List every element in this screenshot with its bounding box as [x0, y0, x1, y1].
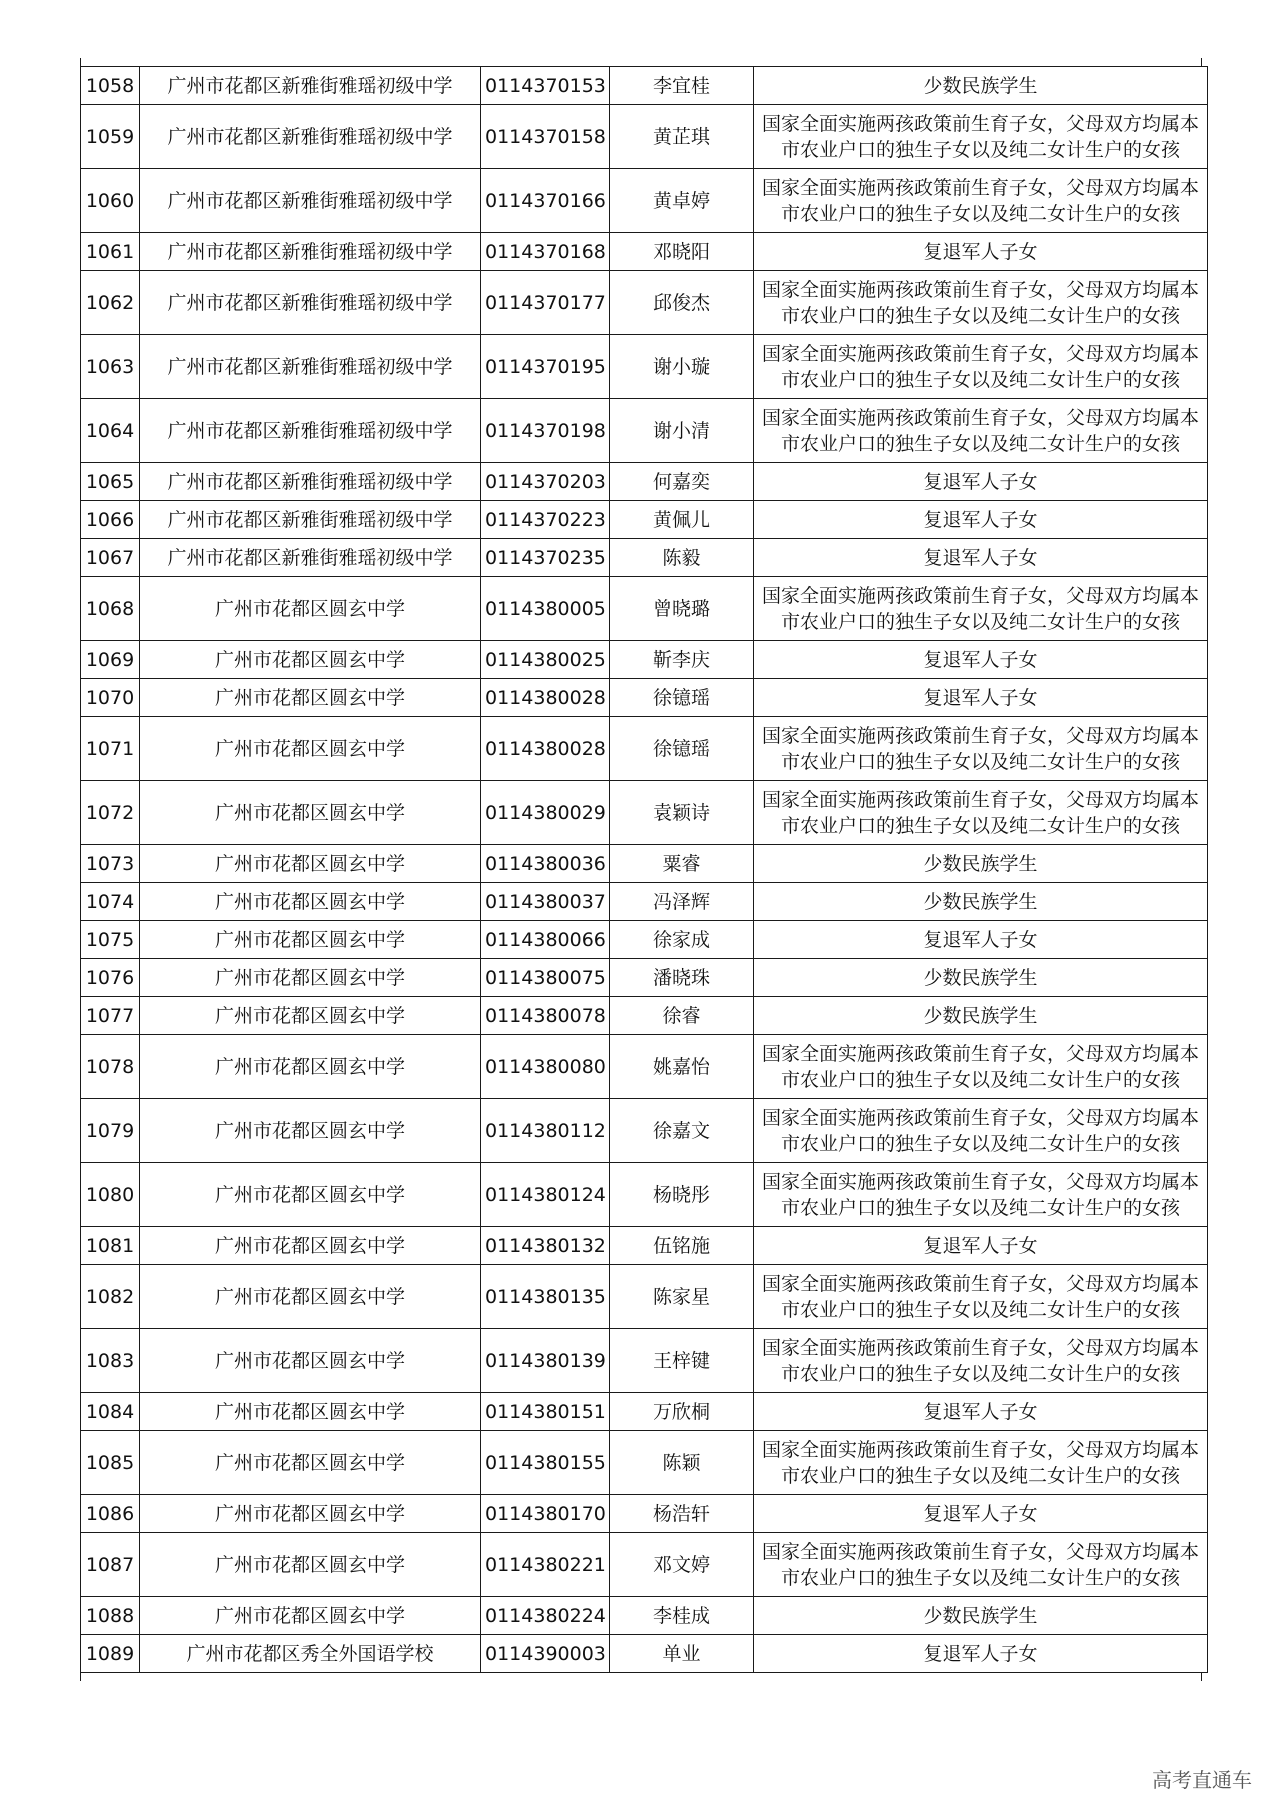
bonus-reason-cell: 国家全面实施两孩政策前生育子女，父母双方均属本市农业户口的独生子女以及纯二女计生户的女孩 — [754, 1035, 1208, 1099]
table-row — [81, 539, 1208, 577]
school-name-cell: 广州市花都区圆玄中学 — [140, 641, 481, 679]
bonus-reason-cell: 复退军人子女 — [754, 1227, 1208, 1265]
bonus-reason-cell: 国家全面实施两孩政策前生育子女，父母双方均属本市农业户口的独生子女以及纯二女计生户的女孩 — [754, 1533, 1208, 1597]
bonus-reason-cell: 复退军人子女 — [754, 1495, 1208, 1533]
bonus-reason-cell: 国家全面实施两孩政策前生育子女，父母双方均属本市农业户口的独生子女以及纯二女计生户的女孩 — [754, 399, 1208, 463]
table-row — [81, 1393, 1208, 1431]
student-name-cell: 粟睿 — [610, 845, 754, 883]
bonus-reason-cell: 复退军人子女 — [754, 539, 1208, 577]
table-row — [81, 717, 1208, 781]
student-id-cell: 0114380078 — [481, 997, 610, 1035]
student-name-cell: 单业 — [610, 1635, 754, 1673]
row-number-cell: 1075 — [81, 921, 140, 959]
school-name-cell: 广州市花都区圆玄中学 — [140, 1227, 481, 1265]
student-id-cell: 0114370153 — [481, 67, 610, 105]
school-name-cell: 广州市花都区新雅街雅瑶初级中学 — [140, 399, 481, 463]
row-number-cell: 1068 — [81, 577, 140, 641]
student-name-cell: 徐家成 — [610, 921, 754, 959]
student-name-cell: 姚嘉怡 — [610, 1035, 754, 1099]
bonus-reason-cell: 复退军人子女 — [754, 463, 1208, 501]
student-id-cell: 0114380028 — [481, 679, 610, 717]
table-bottom-border-continuation — [80, 1673, 1202, 1681]
row-number-cell: 1059 — [81, 105, 140, 169]
student-id-cell: 0114370223 — [481, 501, 610, 539]
table-row — [81, 463, 1208, 501]
student-id-cell: 0114380028 — [481, 717, 610, 781]
student-id-cell: 0114370195 — [481, 335, 610, 399]
student-name-cell: 伍铭施 — [610, 1227, 754, 1265]
table-row — [81, 641, 1208, 679]
table-row — [81, 1099, 1208, 1163]
row-number-cell: 1063 — [81, 335, 140, 399]
table-row — [81, 883, 1208, 921]
student-name-cell: 杨浩轩 — [610, 1495, 754, 1533]
school-name-cell: 广州市花都区圆玄中学 — [140, 1495, 481, 1533]
student-id-cell: 0114380155 — [481, 1431, 610, 1495]
row-number-cell: 1065 — [81, 463, 140, 501]
school-name-cell: 广州市花都区新雅街雅瑶初级中学 — [140, 539, 481, 577]
bonus-reason-cell: 少数民族学生 — [754, 997, 1208, 1035]
student-name-cell: 邓晓阳 — [610, 233, 754, 271]
table-row — [81, 1533, 1208, 1597]
table-row — [81, 959, 1208, 997]
table-row — [81, 781, 1208, 845]
school-name-cell: 广州市花都区秀全外国语学校 — [140, 1635, 481, 1673]
student-name-cell: 陈家星 — [610, 1265, 754, 1329]
bonus-reason-cell: 复退军人子女 — [754, 641, 1208, 679]
row-number-cell: 1069 — [81, 641, 140, 679]
school-name-cell: 广州市花都区圆玄中学 — [140, 679, 481, 717]
school-name-cell: 广州市花都区圆玄中学 — [140, 717, 481, 781]
table-row — [81, 399, 1208, 463]
table-row — [81, 1329, 1208, 1393]
student-id-cell: 0114380124 — [481, 1163, 610, 1227]
student-id-cell: 0114380066 — [481, 921, 610, 959]
school-name-cell: 广州市花都区新雅街雅瑶初级中学 — [140, 501, 481, 539]
table-row — [81, 105, 1208, 169]
student-id-cell: 0114380139 — [481, 1329, 610, 1393]
student-name-cell: 陈毅 — [610, 539, 754, 577]
row-number-cell: 1088 — [81, 1597, 140, 1635]
table-row — [81, 169, 1208, 233]
student-list-table — [80, 66, 1208, 1673]
table-row — [81, 845, 1208, 883]
student-id-cell: 0114380075 — [481, 959, 610, 997]
student-id-cell: 0114380112 — [481, 1099, 610, 1163]
bonus-reason-cell: 国家全面实施两孩政策前生育子女，父母双方均属本市农业户口的独生子女以及纯二女计生户的女孩 — [754, 577, 1208, 641]
school-name-cell: 广州市花都区圆玄中学 — [140, 1035, 481, 1099]
school-name-cell: 广州市花都区新雅街雅瑶初级中学 — [140, 463, 481, 501]
student-id-cell: 0114380224 — [481, 1597, 610, 1635]
school-name-cell: 广州市花都区圆玄中学 — [140, 1329, 481, 1393]
row-number-cell: 1058 — [81, 67, 140, 105]
row-number-cell: 1062 — [81, 271, 140, 335]
table-row — [81, 1495, 1208, 1533]
student-id-cell: 0114380221 — [481, 1533, 610, 1597]
row-number-cell: 1070 — [81, 679, 140, 717]
student-id-cell: 0114370166 — [481, 169, 610, 233]
bonus-reason-cell: 国家全面实施两孩政策前生育子女，父母双方均属本市农业户口的独生子女以及纯二女计生户的女孩 — [754, 1163, 1208, 1227]
row-number-cell: 1083 — [81, 1329, 140, 1393]
row-number-cell: 1086 — [81, 1495, 140, 1533]
student-id-cell: 0114380135 — [481, 1265, 610, 1329]
school-name-cell: 广州市花都区圆玄中学 — [140, 1431, 481, 1495]
row-number-cell: 1081 — [81, 1227, 140, 1265]
bonus-reason-cell: 少数民族学生 — [754, 1597, 1208, 1635]
student-id-cell: 0114380025 — [481, 641, 610, 679]
student-id-cell: 0114370203 — [481, 463, 610, 501]
student-name-cell: 黄佩儿 — [610, 501, 754, 539]
table-row — [81, 577, 1208, 641]
student-id-cell: 0114370168 — [481, 233, 610, 271]
row-number-cell: 1064 — [81, 399, 140, 463]
bonus-reason-cell: 国家全面实施两孩政策前生育子女，父母双方均属本市农业户口的独生子女以及纯二女计生户的女孩 — [754, 1329, 1208, 1393]
school-name-cell: 广州市花都区圆玄中学 — [140, 845, 481, 883]
bonus-reason-cell: 少数民族学生 — [754, 845, 1208, 883]
table-row — [81, 1227, 1208, 1265]
student-name-cell: 袁颖诗 — [610, 781, 754, 845]
student-name-cell: 李桂成 — [610, 1597, 754, 1635]
row-number-cell: 1079 — [81, 1099, 140, 1163]
row-number-cell: 1067 — [81, 539, 140, 577]
bonus-reason-cell: 国家全面实施两孩政策前生育子女，父母双方均属本市农业户口的独生子女以及纯二女计生户的女孩 — [754, 717, 1208, 781]
row-number-cell: 1061 — [81, 233, 140, 271]
student-name-cell: 谢小清 — [610, 399, 754, 463]
bonus-reason-cell: 国家全面实施两孩政策前生育子女，父母双方均属本市农业户口的独生子女以及纯二女计生户的女孩 — [754, 1099, 1208, 1163]
row-number-cell: 1085 — [81, 1431, 140, 1495]
school-name-cell: 广州市花都区新雅街雅瑶初级中学 — [140, 67, 481, 105]
table-row — [81, 271, 1208, 335]
school-name-cell: 广州市花都区新雅街雅瑶初级中学 — [140, 169, 481, 233]
row-number-cell: 1071 — [81, 717, 140, 781]
school-name-cell: 广州市花都区圆玄中学 — [140, 781, 481, 845]
row-number-cell: 1089 — [81, 1635, 140, 1673]
bonus-reason-cell: 少数民族学生 — [754, 67, 1208, 105]
student-name-cell: 徐镱瑶 — [610, 717, 754, 781]
bonus-reason-cell: 复退军人子女 — [754, 1635, 1208, 1673]
bonus-reason-cell: 国家全面实施两孩政策前生育子女，父母双方均属本市农业户口的独生子女以及纯二女计生户的女孩 — [754, 1265, 1208, 1329]
student-name-cell: 陈颖 — [610, 1431, 754, 1495]
row-number-cell: 1076 — [81, 959, 140, 997]
table-row — [81, 679, 1208, 717]
student-name-cell: 万欣桐 — [610, 1393, 754, 1431]
student-id-cell: 0114380170 — [481, 1495, 610, 1533]
student-id-cell: 0114380029 — [481, 781, 610, 845]
school-name-cell: 广州市花都区圆玄中学 — [140, 1597, 481, 1635]
table-row — [81, 921, 1208, 959]
table-top-border-continuation — [80, 58, 1202, 66]
student-name-cell: 何嘉奕 — [610, 463, 754, 501]
school-name-cell: 广州市花都区圆玄中学 — [140, 1099, 481, 1163]
bonus-reason-cell: 复退军人子女 — [754, 233, 1208, 271]
row-number-cell: 1082 — [81, 1265, 140, 1329]
bonus-reason-cell: 国家全面实施两孩政策前生育子女，父母双方均属本市农业户口的独生子女以及纯二女计生户的女孩 — [754, 781, 1208, 845]
student-name-cell: 邓文婷 — [610, 1533, 754, 1597]
student-name-cell: 靳李庆 — [610, 641, 754, 679]
student-name-cell: 杨晓彤 — [610, 1163, 754, 1227]
bonus-reason-cell: 国家全面实施两孩政策前生育子女，父母双方均属本市农业户口的独生子女以及纯二女计生户的女孩 — [754, 335, 1208, 399]
row-number-cell: 1072 — [81, 781, 140, 845]
table-row — [81, 1597, 1208, 1635]
student-name-cell: 潘晓珠 — [610, 959, 754, 997]
row-number-cell: 1087 — [81, 1533, 140, 1597]
school-name-cell: 广州市花都区圆玄中学 — [140, 1265, 481, 1329]
table-row — [81, 1035, 1208, 1099]
row-number-cell: 1077 — [81, 997, 140, 1035]
school-name-cell: 广州市花都区圆玄中学 — [140, 959, 481, 997]
student-name-cell: 黄卓婷 — [610, 169, 754, 233]
table-row — [81, 1163, 1208, 1227]
bonus-reason-cell: 国家全面实施两孩政策前生育子女，父母双方均属本市农业户口的独生子女以及纯二女计生户的女孩 — [754, 105, 1208, 169]
school-name-cell: 广州市花都区圆玄中学 — [140, 997, 481, 1035]
bonus-reason-cell: 复退军人子女 — [754, 921, 1208, 959]
row-number-cell: 1074 — [81, 883, 140, 921]
row-number-cell: 1066 — [81, 501, 140, 539]
student-id-cell: 0114380037 — [481, 883, 610, 921]
table-row — [81, 335, 1208, 399]
school-name-cell: 广州市花都区圆玄中学 — [140, 1533, 481, 1597]
source-watermark: 高考直通车 — [1152, 1768, 1252, 1792]
student-id-cell: 0114380151 — [481, 1393, 610, 1431]
student-id-cell: 0114380005 — [481, 577, 610, 641]
student-name-cell: 黄芷琪 — [610, 105, 754, 169]
row-number-cell: 1073 — [81, 845, 140, 883]
school-name-cell: 广州市花都区圆玄中学 — [140, 577, 481, 641]
student-name-cell: 谢小璇 — [610, 335, 754, 399]
bonus-reason-cell: 少数民族学生 — [754, 883, 1208, 921]
school-name-cell: 广州市花都区新雅街雅瑶初级中学 — [140, 233, 481, 271]
student-id-cell: 0114390003 — [481, 1635, 610, 1673]
student-id-cell: 0114370158 — [481, 105, 610, 169]
school-name-cell: 广州市花都区新雅街雅瑶初级中学 — [140, 335, 481, 399]
table-row — [81, 1265, 1208, 1329]
student-name-cell: 曾晓璐 — [610, 577, 754, 641]
student-id-cell: 0114380132 — [481, 1227, 610, 1265]
table-row — [81, 233, 1208, 271]
bonus-reason-cell: 国家全面实施两孩政策前生育子女，父母双方均属本市农业户口的独生子女以及纯二女计生户的女孩 — [754, 1431, 1208, 1495]
student-name-cell: 王梓键 — [610, 1329, 754, 1393]
school-name-cell: 广州市花都区圆玄中学 — [140, 1393, 481, 1431]
table-row — [81, 67, 1208, 105]
table-row — [81, 1635, 1208, 1673]
school-name-cell: 广州市花都区圆玄中学 — [140, 1163, 481, 1227]
table-body — [81, 67, 1208, 1673]
bonus-reason-cell: 少数民族学生 — [754, 959, 1208, 997]
table-row — [81, 501, 1208, 539]
bonus-reason-cell: 复退军人子女 — [754, 501, 1208, 539]
table-row — [81, 997, 1208, 1035]
school-name-cell: 广州市花都区新雅街雅瑶初级中学 — [140, 105, 481, 169]
student-name-cell: 徐镱瑶 — [610, 679, 754, 717]
student-id-cell: 0114380036 — [481, 845, 610, 883]
student-name-cell: 冯泽辉 — [610, 883, 754, 921]
school-name-cell: 广州市花都区圆玄中学 — [140, 921, 481, 959]
row-number-cell: 1060 — [81, 169, 140, 233]
row-number-cell: 1084 — [81, 1393, 140, 1431]
student-id-cell: 0114370177 — [481, 271, 610, 335]
school-name-cell: 广州市花都区新雅街雅瑶初级中学 — [140, 271, 481, 335]
bonus-reason-cell: 复退军人子女 — [754, 679, 1208, 717]
student-name-cell: 李宜桂 — [610, 67, 754, 105]
bonus-reason-cell: 国家全面实施两孩政策前生育子女，父母双方均属本市农业户口的独生子女以及纯二女计生户的女孩 — [754, 169, 1208, 233]
school-name-cell: 广州市花都区圆玄中学 — [140, 883, 481, 921]
bonus-reason-cell: 国家全面实施两孩政策前生育子女，父母双方均属本市农业户口的独生子女以及纯二女计生户的女孩 — [754, 271, 1208, 335]
student-name-cell: 邱俊杰 — [610, 271, 754, 335]
student-name-cell: 徐嘉文 — [610, 1099, 754, 1163]
student-id-cell: 0114380080 — [481, 1035, 610, 1099]
student-id-cell: 0114370198 — [481, 399, 610, 463]
row-number-cell: 1080 — [81, 1163, 140, 1227]
row-number-cell: 1078 — [81, 1035, 140, 1099]
table-row — [81, 1431, 1208, 1495]
bonus-reason-cell: 复退军人子女 — [754, 1393, 1208, 1431]
student-name-cell: 徐睿 — [610, 997, 754, 1035]
student-id-cell: 0114370235 — [481, 539, 610, 577]
